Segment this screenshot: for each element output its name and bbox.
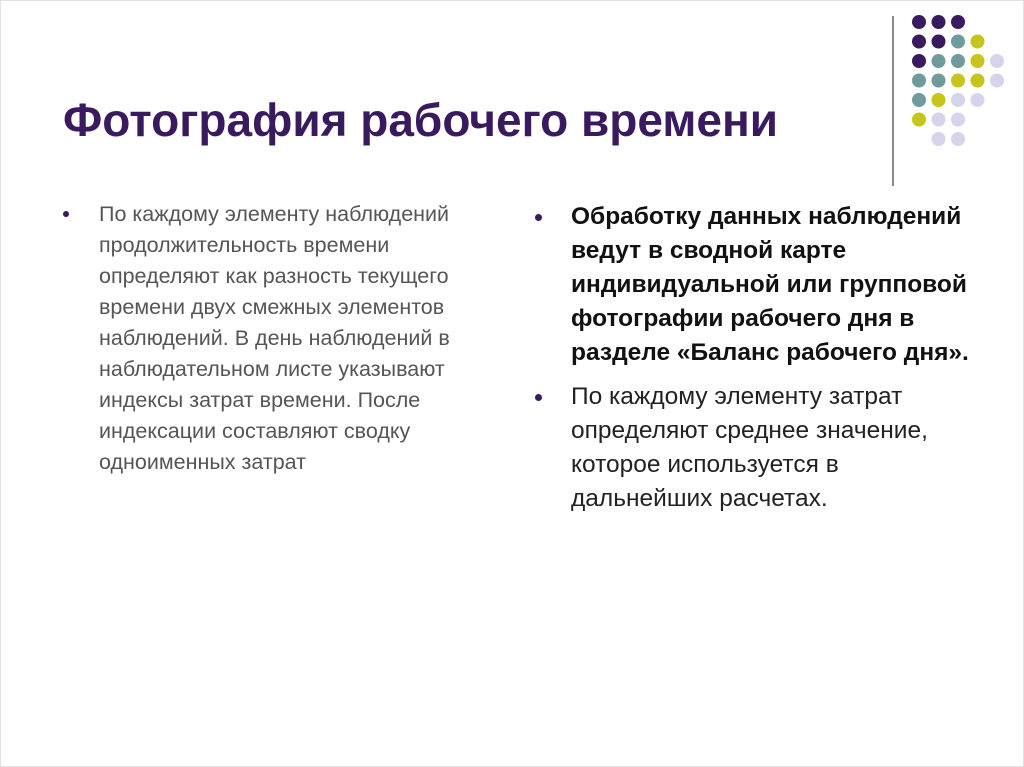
decor-dot	[971, 35, 985, 49]
decor-dot	[912, 93, 926, 107]
right-bullet-item: По каждому элементу затрат определяют среднее значение, которое используется в дальнейших расчетах.	[535, 380, 975, 516]
decor-dot	[971, 54, 985, 68]
decor-dot	[951, 113, 965, 127]
decor-dot	[951, 54, 965, 68]
left-bullet-list	[63, 199, 493, 478]
decor-dot	[971, 93, 985, 107]
decor-dot	[951, 15, 965, 29]
decor-dot	[912, 113, 926, 127]
decor-dot	[932, 35, 946, 49]
decor-dot	[971, 74, 985, 88]
right-bullet-list	[535, 200, 975, 516]
decor-dot	[951, 93, 965, 107]
title-divider-line	[892, 16, 894, 186]
right-bullet-item-bold: Обработку данных наблюдений ведут в сводной карте индивидуальной или групповой фотографии рабочего дня в разделе «Баланс рабочего дня».	[535, 200, 975, 370]
decor-dot	[932, 113, 946, 127]
left-bullet-item: По каждому элементу наблюдений продолжительность времени определяют как разность текущего времени двух смежных элементов наблюдений. В день наблюдений в наблюдательном листе указывают индексы затрат времени. После индексации составляют сводку одноименных затрат	[63, 199, 493, 478]
slide-title: Фотография рабочего времени	[63, 94, 779, 146]
decor-dot	[932, 15, 946, 29]
decor-dot	[990, 74, 1004, 88]
decor-dot	[951, 132, 965, 146]
decor-dot	[932, 54, 946, 68]
decor-dot	[932, 93, 946, 107]
decor-dot	[951, 74, 965, 88]
decor-dot	[990, 54, 1004, 68]
decor-dot	[932, 74, 946, 88]
decor-dot	[951, 35, 965, 49]
decor-dot	[912, 35, 926, 49]
decor-dot	[912, 74, 926, 88]
decor-dot	[932, 132, 946, 146]
decor-dot	[912, 54, 926, 68]
decor-dot	[912, 15, 926, 29]
